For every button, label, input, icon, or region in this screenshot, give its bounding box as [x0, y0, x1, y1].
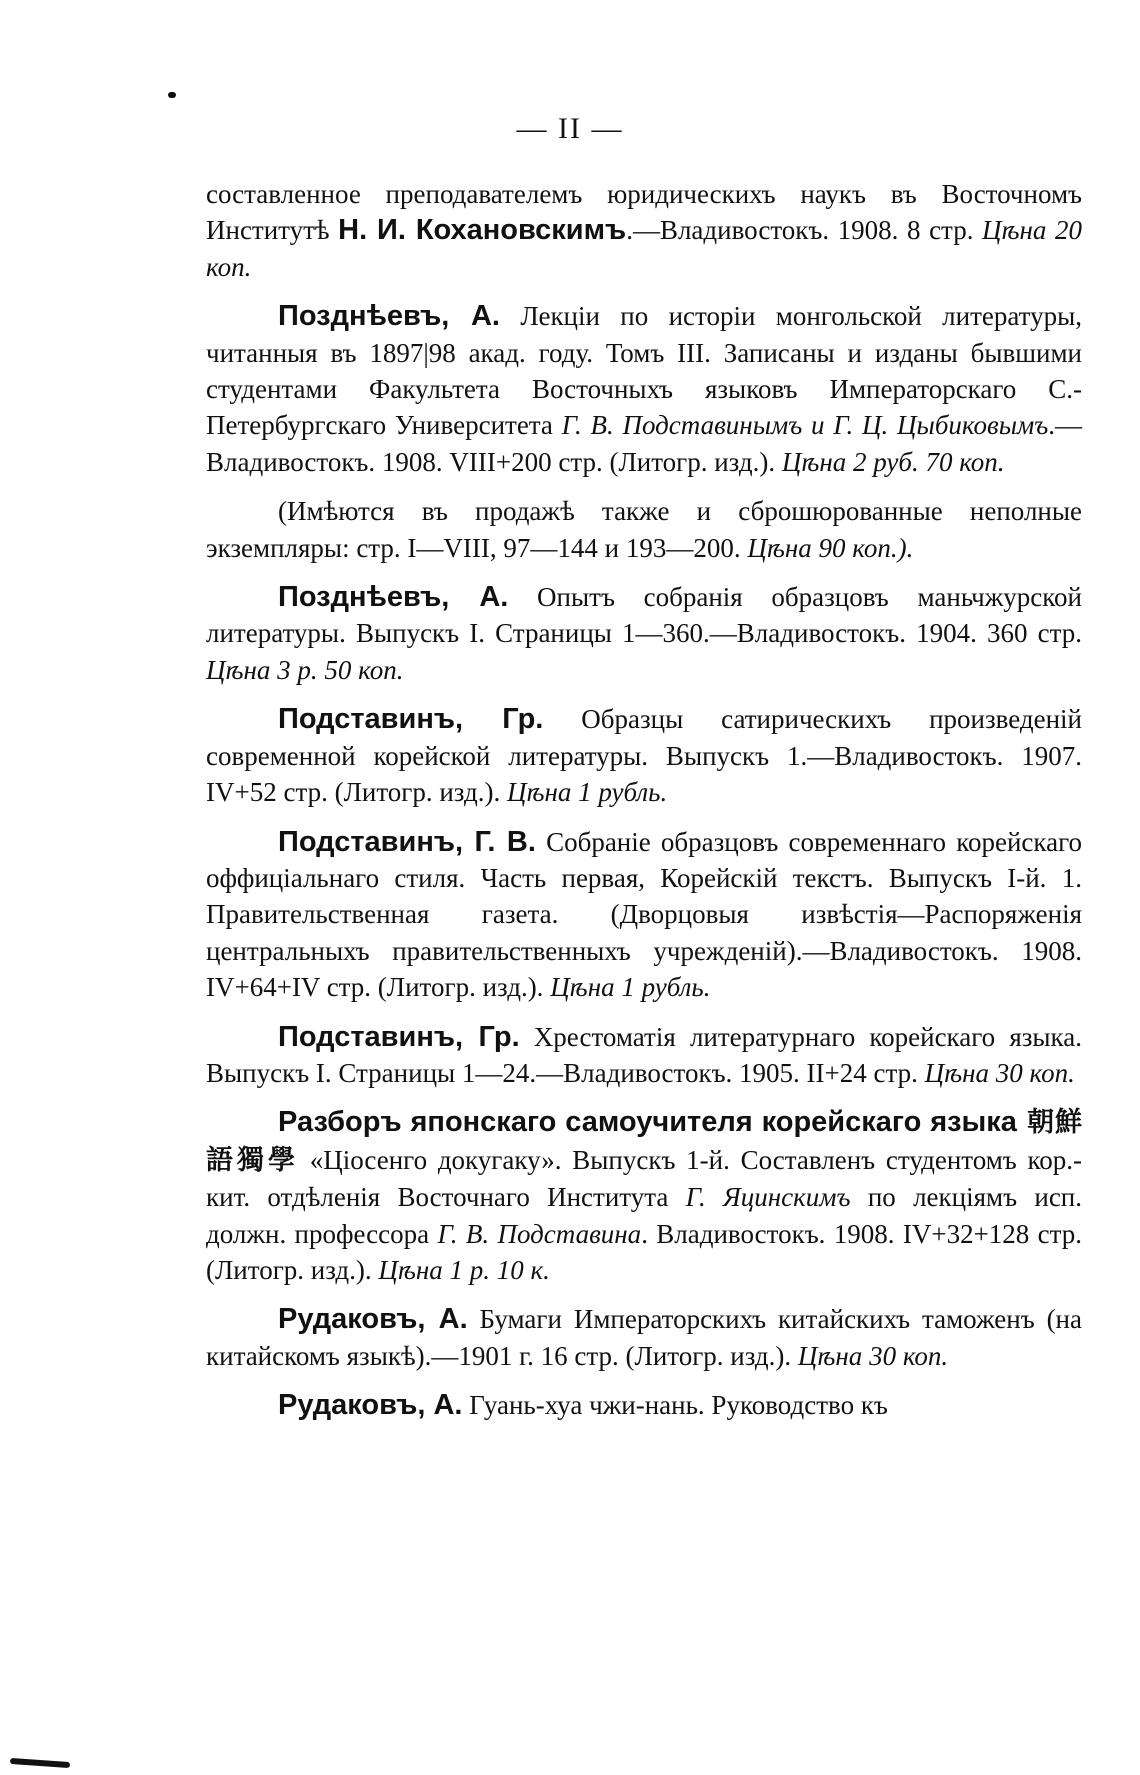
entry-author: Позднѣевъ, А.: [278, 300, 500, 333]
ink-smudge: [10, 1758, 70, 1768]
entry-author: Позднѣевъ, А.: [278, 581, 509, 614]
catalog-entry: [206, 1019, 1082, 1092]
price-label: Цѣна: [506, 777, 572, 808]
entry-title: Разборъ японскаго самоучителя корейскаго языка: [278, 1106, 1017, 1139]
entry-text: Опытъ собранія образцовъ маньчжурской литературы. Выпускъ I. Страницы 1—360.—Владивостокъ. 1904. 360 стр.: [206, 582, 1082, 649]
price-value: 3 р. 50 коп.: [270, 654, 404, 685]
catalog-entry: [206, 824, 1082, 1006]
entry-student: Г. Яцинскимъ: [685, 1182, 851, 1213]
price-label: Цѣна: [747, 532, 812, 563]
price-value: 1 р. 10 к.: [442, 1254, 550, 1285]
catalog-note: [206, 493, 1082, 566]
price-value: 2 руб. 70 коп.: [846, 446, 1005, 477]
catalog-entry: [206, 176, 1082, 285]
entry-imprint: .—Владивостокъ. 1908. VIII+200 стр. (Литогр. изд.).: [206, 410, 1082, 477]
price-label: Цѣна: [378, 1254, 443, 1285]
price-value: 30 коп.: [862, 1340, 949, 1371]
catalog-entry: [206, 298, 1082, 480]
price-value: 20 коп.: [206, 215, 1083, 282]
price-label: Цѣна: [982, 215, 1047, 246]
entry-professor: Г. В. Подставина: [437, 1218, 642, 1249]
entry-text: Гуань-хуа чжи-нань. Руководство къ: [462, 1390, 888, 1421]
entry-text: Бумаги Императорскихъ китайскихъ таможенъ (на китайскомъ языкѣ).—1901 г. 16 стр. (Литогр. изд.).: [206, 1304, 1082, 1371]
catalog-entry: [206, 1387, 1082, 1423]
entry-author: Рудаковъ, А.: [278, 1303, 468, 1336]
entry-author: Рудаковъ, А.: [278, 1389, 463, 1422]
entry-author: Подставинъ, Гр.: [278, 703, 544, 736]
page-number: — II —: [516, 112, 624, 145]
catalog-entry: [206, 579, 1082, 688]
entry-imprint: .—Владивостокъ. 1908. 8 стр.: [626, 215, 983, 246]
price-label: Цѣна: [924, 1057, 990, 1088]
catalog-text: [206, 176, 1082, 1437]
catalog-entry: [206, 1104, 1082, 1288]
price-value: 1 рубль.: [571, 777, 668, 808]
price-label: Цѣна: [550, 972, 615, 1003]
price-value: 1 рубль.: [614, 972, 711, 1003]
price-value: 30 коп.: [989, 1057, 1075, 1088]
entry-text: Собраніе образцовъ современнаго корейскаго оффиціальнаго стиля. Часть первая, Корейскій текстъ. Выпускъ I-й. 1. Правительственная газета. (Дворцовыя извѣстія—Распоряженія центральныхъ правительственныхъ учрежденій).—Владивостокъ. 1908. IV+64+IV стр. (Литогр. изд.).: [206, 826, 1082, 1003]
catalog-entry: [206, 701, 1082, 810]
catalog-entry: [206, 1301, 1082, 1374]
price-label: Цѣна: [206, 654, 271, 685]
entry-imprint: . Владивостокъ. 1908. IV+32+128 стр. (Литогр. изд.).: [206, 1218, 1082, 1285]
entry-text: (Имѣются въ продажѣ также и сброшюрованные неполные экземпляры: стр. I—VIII, 97—144 и 193—200.: [206, 496, 1082, 563]
entry-text-2: по лекціямъ исп. должн. профессора: [206, 1182, 1082, 1249]
entry-text: «Цiосенго докугаку». Выпускъ 1-й. Составленъ студентомъ кор.-кит. отдѣленія Восточнаго Института: [206, 1144, 1083, 1213]
entry-cjk-title: 朝鮮語獨學: [206, 1107, 1082, 1176]
price-label: Цѣна: [781, 446, 847, 477]
price-value: 90 коп.).: [811, 532, 914, 563]
entry-text: Лекціи по исторіи монгольской литературы, читанныя въ 1897|98 акад. году. Томъ III. Записаны и изданы бывшими студентами Факультета Восточныхъ языковъ Императорскаго С.-Петербургскаго Университета: [206, 301, 1082, 441]
compiler-name: Н. И. Кохановскимъ: [338, 214, 627, 247]
price-label: Цѣна: [797, 1340, 863, 1371]
entry-author: Подставинъ, Гр.: [278, 1020, 520, 1053]
entry-text: Хрестоматія литературнаго корейскаго языка. Выпускъ I. Страницы 1—24.—Владивостокъ. 1905. II+24 стр.: [206, 1021, 1082, 1088]
entry-text: составленное преподавателемъ юридическихъ наукъ въ Восточномъ Институтѣ: [206, 179, 1082, 246]
entry-text: Образцы сатирическихъ произведеній современной корейской литературы. Выпускъ 1.—Владивостокъ. 1907. IV+52 стр. (Литогр. изд.).: [206, 704, 1082, 808]
ink-speck: [168, 92, 176, 98]
entry-author: Подставинъ, Г. В.: [278, 825, 536, 858]
entry-editors: Г. В. Подставинымъ и Г. Ц. Цыбиковымъ: [561, 410, 1049, 441]
